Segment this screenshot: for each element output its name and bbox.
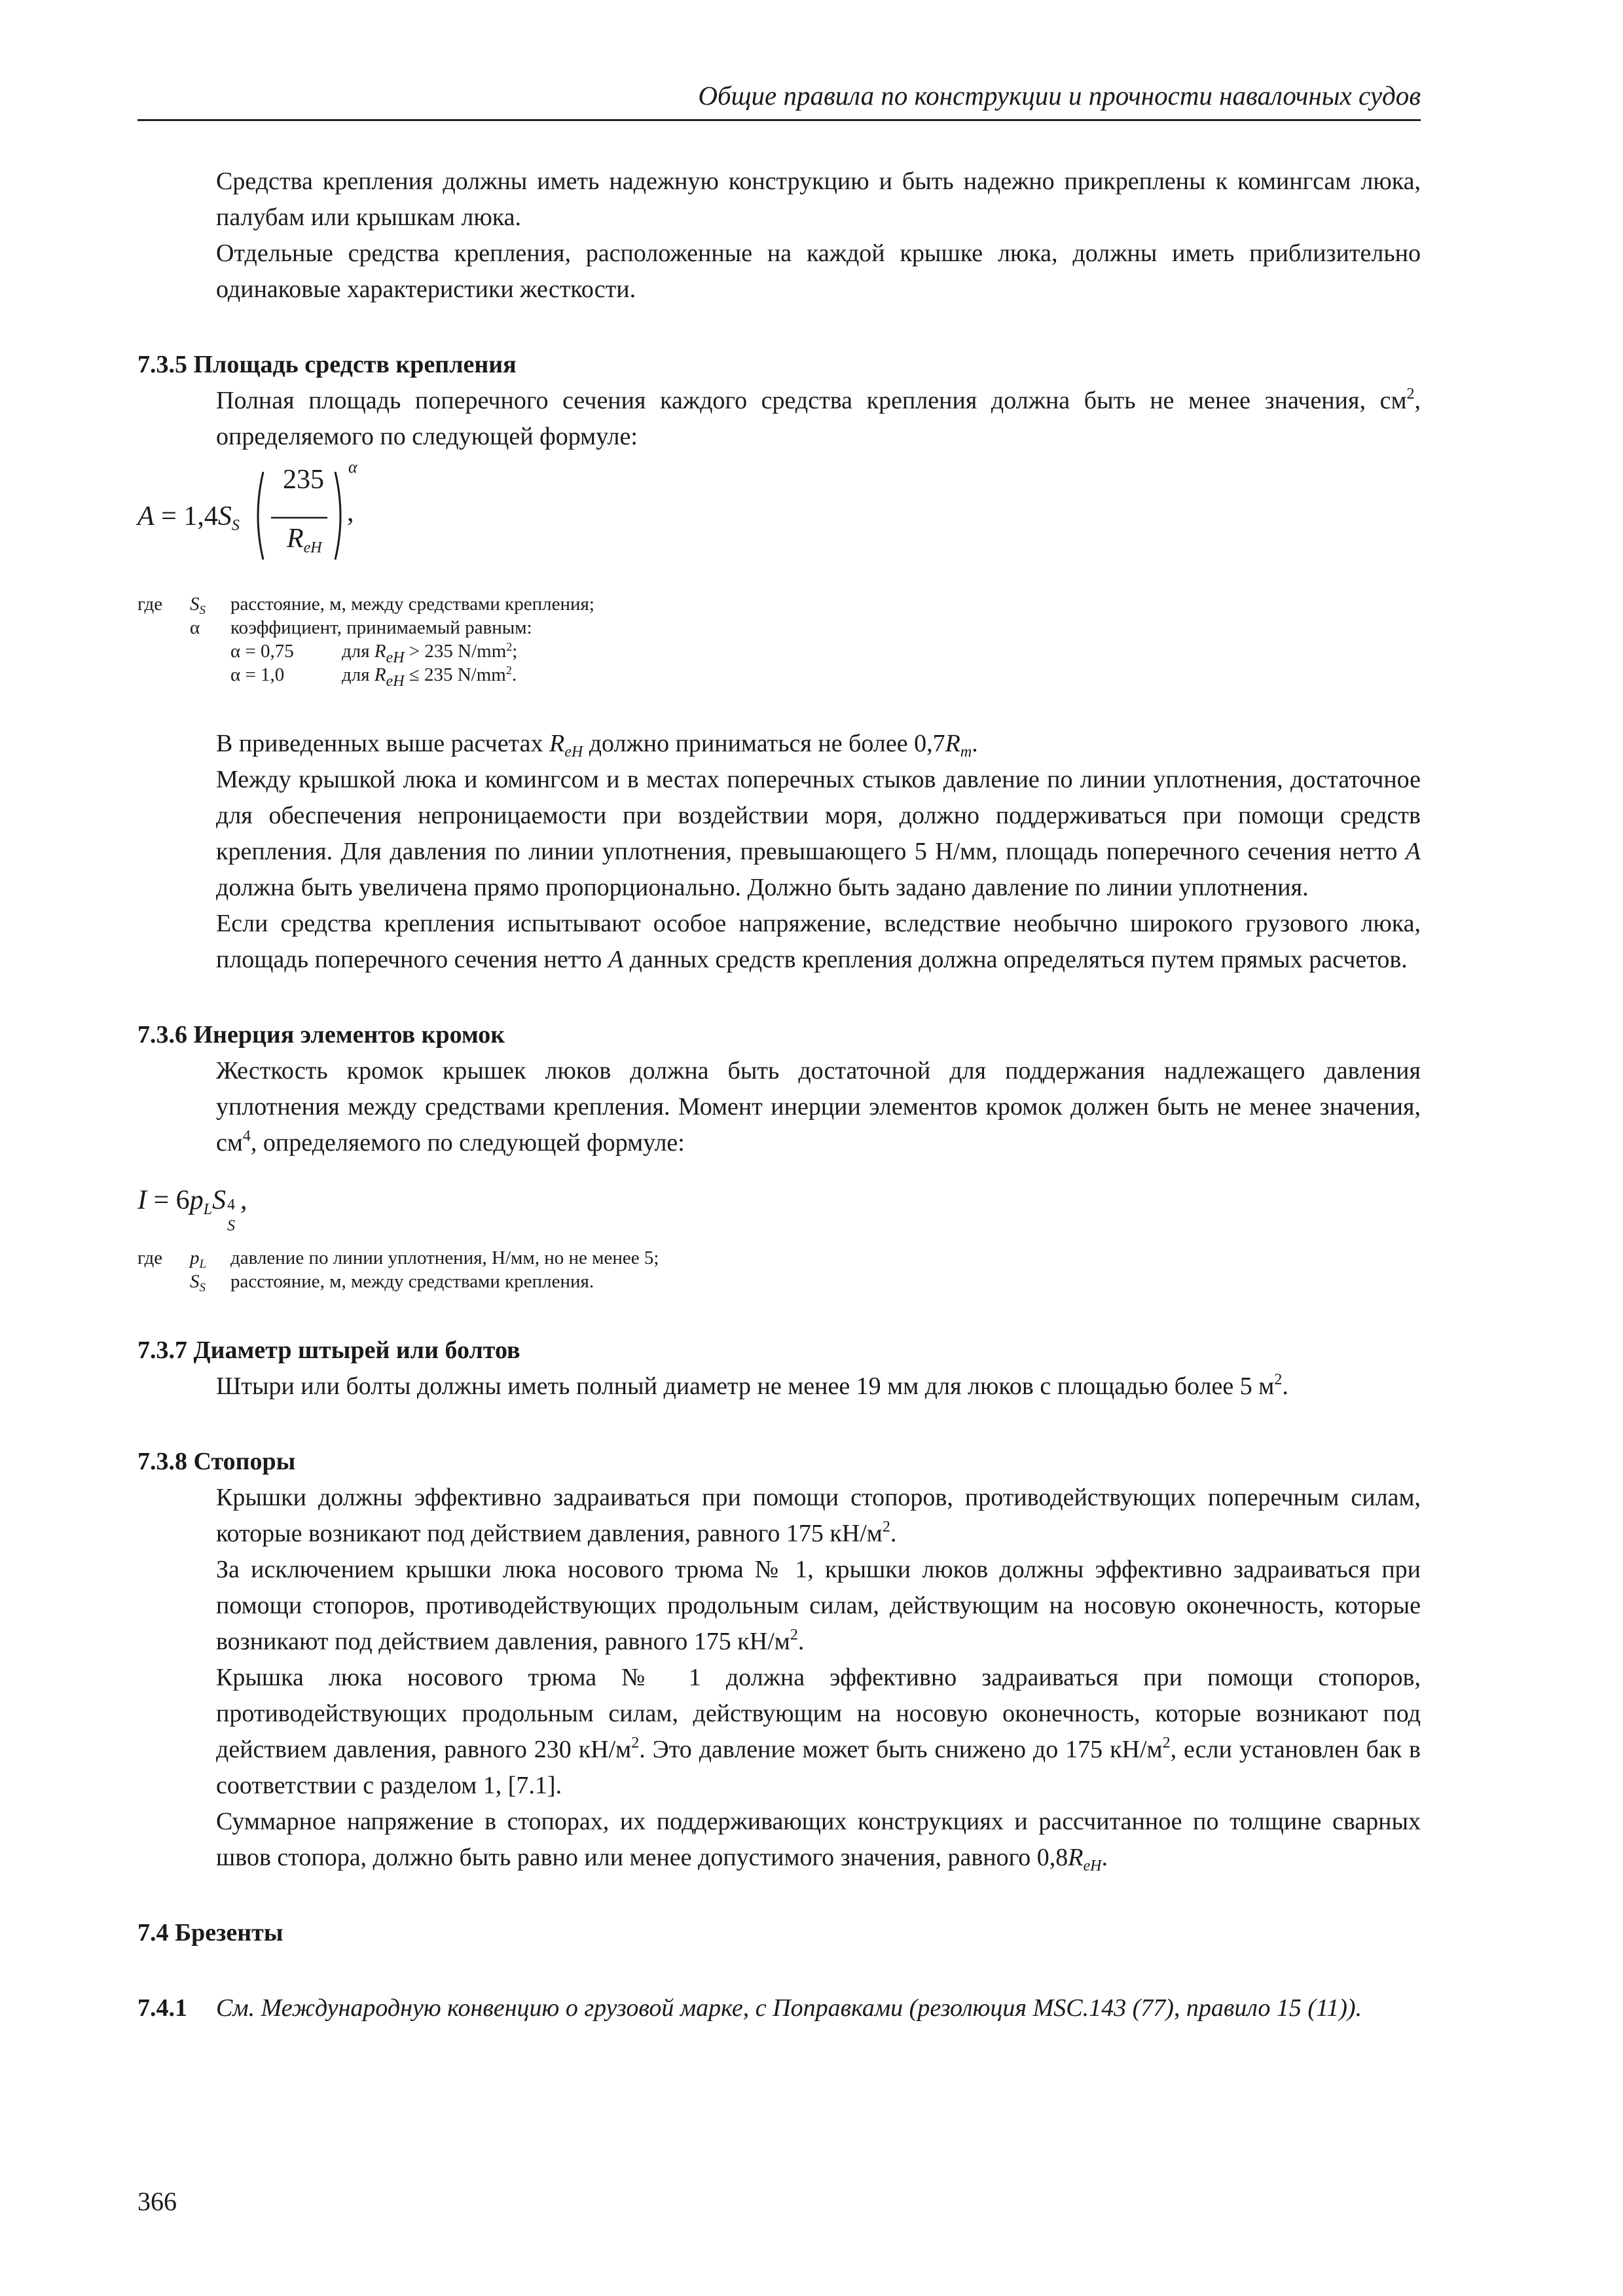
paragraph-7-3-8-4: Суммарное напряжение в стопорах, их поддерживающих конструкциях и рассчитанное по толщине сварных швов стопора, должно быть равно или менее допустимого значения, равного $0,8R_{eH}$.	[216, 1808, 1421, 1874]
formula-end: ,	[347, 497, 354, 528]
paragraph-7-3-5-special: Если средства крепления испытывают особое напряжение, вследствие необычно широкого грузового люка, площадь поперечного сечения нетто A данных средств крепления должна определяться путем прямых расчетов.	[216, 910, 1421, 973]
where-text-pl: давление по линии уплотнения, Н/мм, но не менее 5;	[230, 1247, 659, 1268]
where-text-alpha: коэффициент, принимаемый равным:	[230, 617, 532, 638]
heading-7-3-7: 7.3.7 Диаметр штырей или болтов	[137, 1336, 520, 1364]
where-symbol-alpha: α	[190, 617, 200, 638]
formula-numerator: 235	[283, 465, 324, 495]
heading-7-3-8: 7.3.8 Стопоры	[137, 1448, 296, 1475]
page-number: 366	[137, 2187, 177, 2216]
formula-inertia: $I = 6p_LS$ 4 S ,	[137, 1185, 247, 1234]
intro-paragraph-1: Средства крепления должны иметь надежную конструкцию и быть надежно прикреплены к комингсам люка, палубам или крышкам люка.	[216, 168, 1421, 231]
where-label-2: где	[137, 1247, 163, 1268]
heading-7-3-5: 7.3.5 Площадь средств крепления	[137, 351, 517, 378]
where-text-ss: расстояние, м, между средствами крепления;	[230, 594, 594, 615]
formula-denominator: $R_{eH}$	[287, 524, 322, 556]
paragraph-7-3-5-reh: В приведенных выше расчетах $R_{eH}$ должно приниматься не более $0,7R_m$.	[216, 730, 978, 761]
running-header	[137, 77, 1421, 121]
where-symbol-ss-2: $S_S$	[190, 1271, 206, 1295]
paragraph-7-3-8-2: За исключением крышки люка носового трюма № 1, крышки люков должны эффективно задраиваться при помощи стопоров, противодействующих продольным силам, действующим на носовую оконечность, которые возникают под действием давления, равного 175 $кН/м^2$.	[216, 1556, 1421, 1655]
heading-7-4: 7.4 Брезенты	[137, 1919, 283, 1946]
heading-7-3-6: 7.3.6 Инерция элементов кромок	[137, 1021, 505, 1049]
paragraph-7-3-5-pressure: Между крышкой люка и комингсом и в местах поперечных стыков давление по линии уплотнения, достаточное для обеспечения непроницаемости при воздействии моря, должно поддерживаться при помощи средств крепления. Для давления по линии уплотнения, превышающего 5 Н/мм, площадь поперечного сечения нетто A должна быть увеличена прямо пропорционально. Должно быть задано давление по линии уплотнения.	[216, 766, 1421, 901]
where-text-ss-2: расстояние, м, между средствами крепления.	[230, 1271, 594, 1292]
document-body	[137, 164, 1421, 2026]
paragraph-7-3-8-3: Крышка люка носового трюма № 1 должна эффективно задраиваться при помощи стопоров, противодействующих продольным силам, действующим на носовую оконечность, которые возникают под действием давления, равного 230 $кН/м^2$. Это давление может быть снижено до 175 $кН/м^2$, если установлен бак в соответствии с разделом 1, [7.1].	[216, 1664, 1421, 1799]
paragraph-7-3-7: Штыри или болты должны иметь полный диаметр не менее 19 мм для люков с площадью более 5 $м^2$.	[216, 1371, 1288, 1400]
alpha-case-1: α = 0,75 для $R_{eH} > 235$ $N/mm^2$;	[230, 640, 518, 666]
paragraph-7-3-5-intro: Полная площадь поперечного сечения каждого средства крепления должна быть не менее значения, $см^2$, определяемого по следующей формуле:	[216, 386, 1421, 450]
where-symbol-pl: $p_L$	[190, 1247, 207, 1271]
page	[137, 0, 1421, 2296]
alpha-case-2: α = 1,0 для $R_{eH} \le 235$ $N/mm^2$.	[230, 664, 517, 690]
formula-area	[137, 455, 1421, 573]
where-block-7-3-5	[137, 592, 1421, 690]
paragraph-7-3-8-1: Крышки должны эффективно задраиваться при помощи стопоров, противодействующих поперечным силам, которые возникают под действием давления, равного 175 $кН/м^2$.	[216, 1484, 1421, 1547]
paragraph-7-3-6-intro: Жесткость кромок крышек люков должна быть достаточной для поддержания надлежащего давления уплотнения между средствами крепления. Момент инерции элементов кромок должен быть не менее значения, $см^4$, определяемого по следующей формуле:	[216, 1057, 1421, 1157]
where-block-7-3-6	[137, 1246, 1421, 1293]
intro-paragraph-2: Отдельные средства крепления, расположенные на каждой крышке люка, должны иметь приблизительно одинаковые характеристики жесткости.	[216, 240, 1421, 303]
where-label: где	[137, 594, 163, 615]
paragraph-7-4-1: 7.4.1 См. Международную конвенцию о грузовой марке, с Поправками (резолюция MSC.143 (77), правило 15 (11)).	[137, 1994, 1362, 2022]
where-symbol-ss: $S_S$	[190, 594, 206, 617]
header-title: Общие правила по конструкции и прочности навалочных судов	[698, 81, 1421, 111]
formula-exponent: α	[348, 457, 357, 476]
formula-lhs: $A = 1,4S_S$	[137, 501, 240, 534]
